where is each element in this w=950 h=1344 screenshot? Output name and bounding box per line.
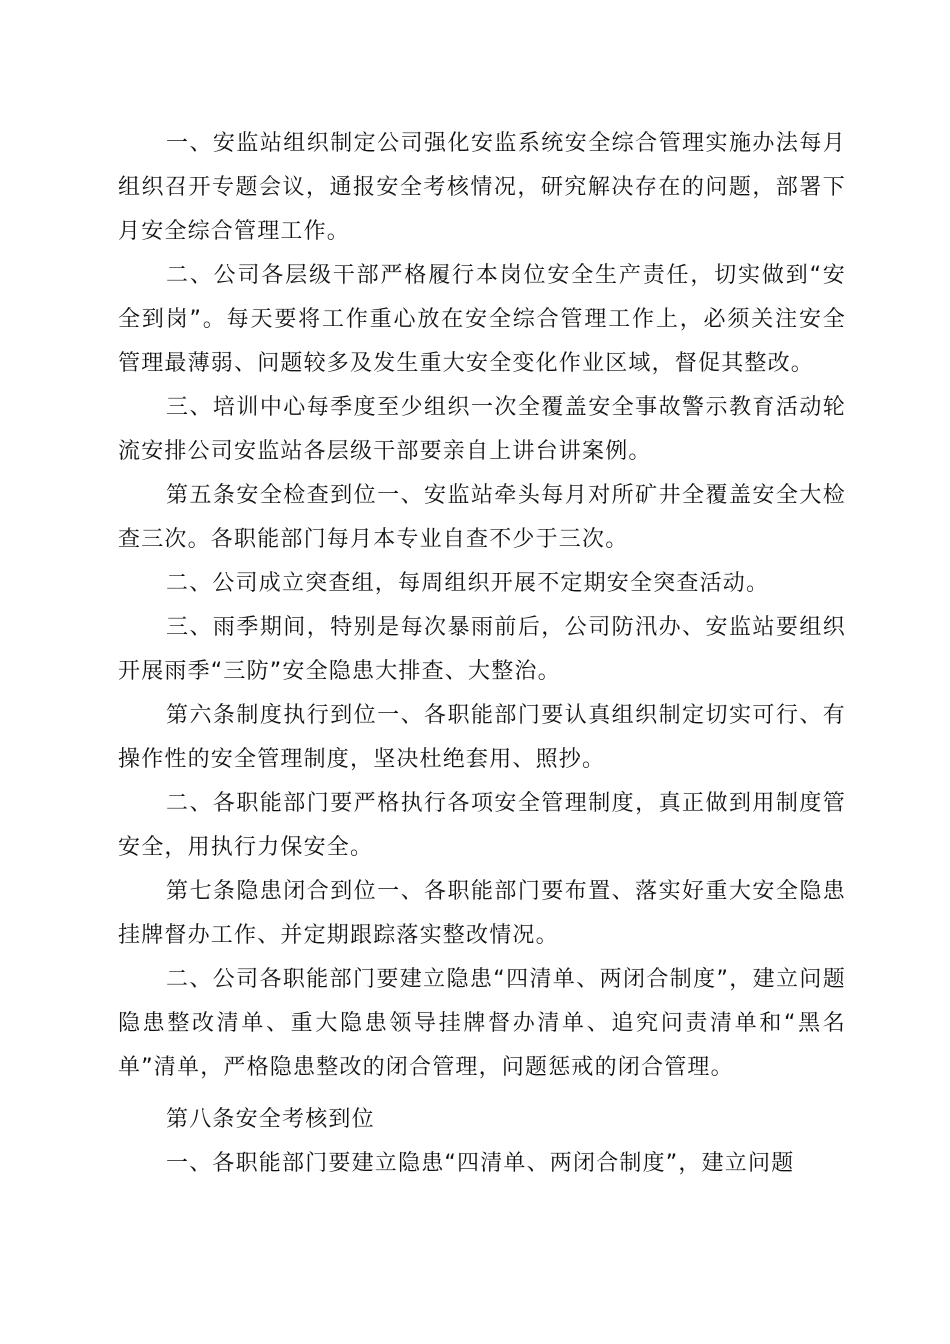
paragraph-12: 一、各职能部门要建立隐患“四清单、两闭合制度”，建立问题: [166, 1151, 795, 1176]
paragraph-article-6: 第六条制度执行到位一、各职能部门要认真组织制定切实可行、有操作性的安全管理制度，坚决杜绝套用、照抄。: [118, 703, 846, 772]
paragraph-article-5: 第五条安全检查到位一、安监站牵头每月对所矿井全覆盖安全大检查三次。各职能部门每月本专业自查不少于三次。: [118, 483, 846, 552]
paragraph-5: 二、公司成立突查组，每周组织开展不定期安全突查活动。: [166, 571, 770, 596]
paragraph-article-8-heading: 第八条安全考核到位: [166, 1107, 375, 1132]
paragraph-8: 二、各职能部门要严格执行各项安全管理制度，真正做到用制度管安全，用执行力保安全。: [118, 791, 846, 860]
paragraph-2: 二、公司各层级干部严格履行本岗位安全生产责任，切实做到“安全到岗”。每天要将工作重心放在安全综合管理工作上，必须关注安全管理最薄弱、问题较多及发生重大安全变化作业区域，督促其整改。: [118, 263, 846, 376]
paragraph-article-7: 第七条隐患闭合到位一、各职能部门要布置、落实好重大安全隐患挂牌督办工作、并定期跟踪落实整改情况。: [118, 879, 846, 948]
paragraph-10: 二、公司各职能部门要建立隐患“四清单、两闭合制度”，建立问题隐患整改清单、重大隐患领导挂牌督办清单、追究问责清单和“黑名单”清单，严格隐患整改的闭合管理，问题惩戒的闭合管理。: [118, 967, 846, 1080]
paragraph-1: 一、安监站组织制定公司强化安监系统安全综合管理实施办法每月组织召开专题会议，通报安全考核情况，研究解决存在的问题，部署下月安全综合管理工作。: [118, 131, 846, 244]
document-body: [118, 122, 846, 1186]
paragraph-3: 三、培训中心每季度至少组织一次全覆盖安全事故警示教育活动轮流安排公司安监站各层级干部要亲自上讲台讲案例。: [118, 395, 846, 464]
paragraph-6: 三、雨季期间，特别是每次暴雨前后，公司防汛办、安监站要组织开展雨季“三防”安全隐患大排查、大整治。: [118, 615, 846, 684]
